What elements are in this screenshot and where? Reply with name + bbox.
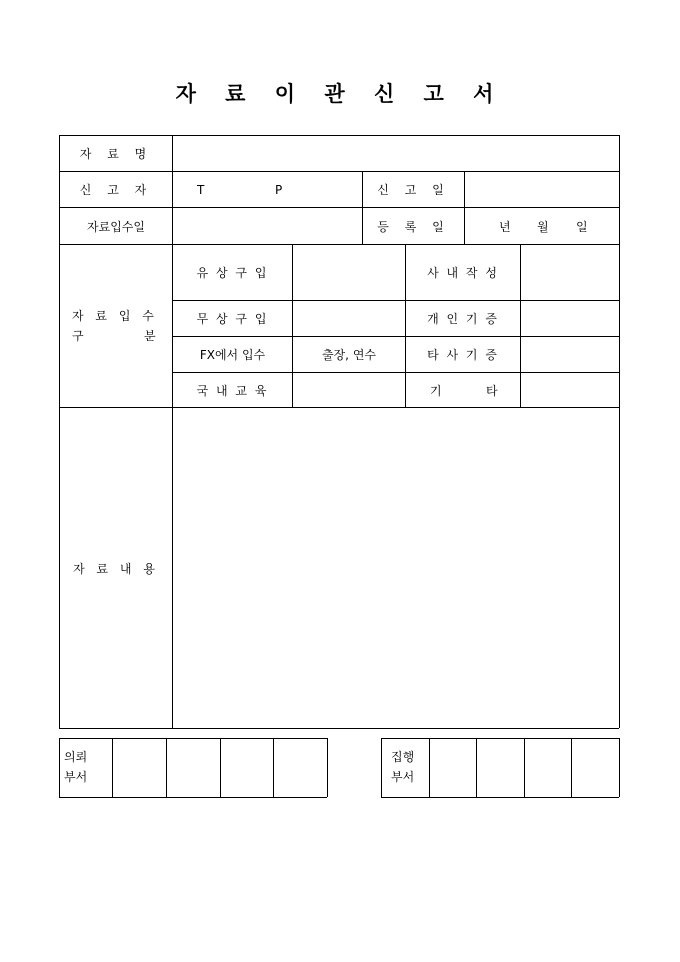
reporter-t-label: T [197,182,205,197]
exec-sign-slot-2[interactable] [477,739,524,797]
material-name-label: 자 료 명 [79,147,153,161]
option-paid-purchase: 유 상 구 입 [196,266,269,280]
classification-label-line1: 자 료 입 수 [72,309,158,323]
request-dept-label [64,747,87,787]
table-border-right [619,135,620,728]
reporter-p-label: P [275,182,283,197]
register-date-field[interactable] [465,208,619,244]
classification-label-gu: 구 [72,329,84,343]
request-sign-slot-2[interactable] [167,739,220,797]
content-field[interactable] [173,408,619,728]
acquire-date-label: 자료입수일 [87,219,145,234]
approval-box-left [381,738,382,797]
option-paid-purchase-field[interactable] [293,245,405,300]
approval-box-right [327,738,328,797]
material-name-field[interactable] [173,136,619,171]
register-date-label: 등 록 일 [377,219,450,234]
request-sign-slot-4[interactable] [274,739,327,797]
acquire-date-field[interactable] [173,208,362,244]
request-sign-slot-3[interactable] [221,739,273,797]
content-label: 자 료 내 용 [73,561,159,576]
option-other-ta: 타 [486,383,498,398]
day-label: 일 [576,219,588,234]
approval-box-bottom [59,797,327,798]
option-other-field[interactable] [521,373,619,407]
month-label: 월 [537,219,549,234]
request-sign-slot-1[interactable] [113,739,166,797]
request-dept-line1: 의뢰 [64,750,88,764]
option-free-purchase: 무 상 구 입 [196,312,269,326]
option-free-purchase-field[interactable] [293,301,405,336]
exec-sign-slot-1[interactable] [430,739,476,797]
option-fx-acquired: FX에서 입수 [199,348,266,362]
approval-box-bottom [381,797,619,798]
option-other [406,373,520,407]
option-other-gi: 기 [430,383,442,398]
exec-dept-line2: 부서 [391,770,415,784]
option-other-company-donation-field[interactable] [521,337,619,372]
approval-box-left [59,738,60,797]
option-in-house-field[interactable] [521,245,619,300]
option-business-trip: 출장, 연수 [322,348,376,362]
page-title: 자 료 이 관 신 고 서 [175,81,505,106]
approval-box-right [619,738,620,797]
classification-label [72,306,162,346]
option-other-company-donation: 타 사 기 증 [427,348,499,362]
exec-dept-label [391,747,414,787]
exec-sign-slot-3[interactable] [525,739,571,797]
report-date-label: 신 고 일 [377,183,450,197]
option-personal-donation: 개 인 기 증 [427,312,499,326]
table-border-bottom [59,728,619,729]
exec-dept-line1: 집행 [391,750,415,764]
reporter-field[interactable] [173,172,362,207]
reporter-label: 신 고 자 [79,183,153,197]
classification-label-bun: 분 [144,329,156,343]
report-date-field[interactable] [465,172,619,207]
option-in-house: 사 내 작 성 [427,266,499,280]
request-dept-line2: 부서 [64,770,88,784]
option-domestic-education-field[interactable] [293,373,405,407]
option-domestic-education: 국 내 교 육 [196,383,269,398]
option-personal-donation-field[interactable] [521,301,619,336]
year-label: 년 [499,219,511,234]
exec-sign-slot-4[interactable] [572,739,619,797]
